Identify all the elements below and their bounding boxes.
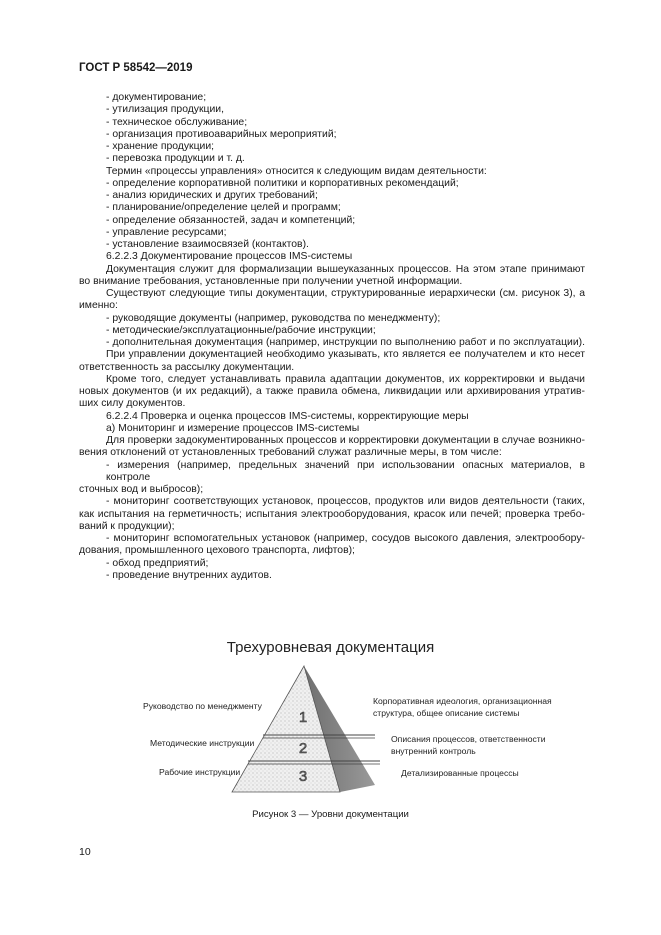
body-line: - мониторинг вспомогательных установок (например, сосудов высокого давления, электрообору- <box>106 533 585 544</box>
right-label-line: Корпоративная идеология, организационная <box>373 696 552 706</box>
body-line: новых документов (и их редакций), а также правила обмена, ликвидации или архивирования утратив- <box>79 386 585 397</box>
right-label-line: Детализированные процессы <box>401 768 519 778</box>
right-label-line: Описания процессов, ответственности <box>391 734 546 744</box>
body-line: - перевозка продукции и т. д. <box>106 153 245 165</box>
body-line: - мониторинг соответствующих установок, процессов, продуктов или видов деятельности (таких, <box>106 496 585 508</box>
body-line: именно: <box>79 300 118 312</box>
page-number: 10 <box>79 846 91 858</box>
body-line: во внимание требования, установленные при получении учетной информации. <box>79 275 463 287</box>
body-line: - определение обязанностей, задач и компетенций; <box>106 214 356 226</box>
body-line: - установление взаимосвязей (контактов). <box>106 239 309 250</box>
body-line: - анализ юридических и других требований; <box>106 190 318 201</box>
right-label-level-2 <box>391 733 546 757</box>
body-line: Существуют следующие типы документации, структурированные иерархически (см. рисунок 3), а <box>106 288 585 299</box>
level-number-1: 1 <box>298 709 308 726</box>
right-label-line: структура, общее описание системы <box>373 708 520 718</box>
body-line: - проведение внутренних аудитов. <box>106 569 272 581</box>
body-line: Термин «процессы управления» относится к следующим видам деятельности: <box>106 165 487 177</box>
left-label-level-2: Методические инструкции <box>150 738 255 748</box>
body-line: При управлении документацией необходимо указывать, кто является ее получателем и кто несет <box>106 349 585 361</box>
right-label-line: внутренний контроль <box>391 746 476 756</box>
body-line: вения отклонений от установленных требований служат различные меры, в том числе: <box>79 447 502 459</box>
body-line: - планирование/определение целей и программ; <box>106 202 341 214</box>
body-line: - хранение продукции; <box>106 141 215 152</box>
section-heading: 6.2.2.4 Проверка и оценка процессов IMS-системы, корректирующие меры <box>106 410 469 422</box>
right-label-level-3 <box>401 767 519 779</box>
body-line: ших силу документов. <box>79 398 186 410</box>
left-label-level-1: Руководство по менеджменту <box>143 701 262 711</box>
right-label-level-1 <box>373 695 552 719</box>
body-line: Для проверки задокументированных процессов и корректировки документации в случае возникно- <box>106 435 585 446</box>
body-line: - техническое обслуживание; <box>106 116 248 128</box>
body-line: - методические/эксплуатационные/рабочие инструкции; <box>106 324 376 336</box>
body-line: - управление ресурсами; <box>106 226 227 238</box>
body-line: сточных вод и выбросов); <box>79 484 204 495</box>
body-line: - документирование; <box>106 92 207 103</box>
body-line: дования, промышленного цехового транспорта, лифтов); <box>79 545 355 557</box>
body-line: Кроме того, следует устанавливать правила адаптации документов, их корректировки и выдачи <box>106 373 585 385</box>
figure-title: Трехуровневая документация <box>226 639 435 656</box>
body-line: - измерения (например, предельных значений при использовании опасных материалов, в контроле <box>106 459 585 483</box>
body-line: как испытания на герметичность; испытания электрооборудования, красок или печей; проверка требо- <box>79 508 585 520</box>
body-line: Документация служит для формализации вышеуказанных процессов. На этом этапе принимают <box>106 263 585 275</box>
body-line: - организация противоаварийных мероприятий; <box>106 128 337 140</box>
body-line: - дополнительная документация (например, инструкции по выполнению работ и по эксплуатации). <box>106 337 585 348</box>
subsection-heading: а) Мониторинг и измерение процессов IMS-системы <box>106 422 360 434</box>
left-label-level-3: Рабочие инструкции <box>159 767 241 777</box>
document-code: ГОСТ Р 58542—2019 <box>79 62 193 74</box>
level-number-2: 2 <box>298 740 308 757</box>
body-line: ответственность за рассылку документации. <box>79 361 295 373</box>
body-line: - утилизация продукции, <box>106 104 224 116</box>
body-line: - обход предприятий; <box>106 557 209 569</box>
body-line: - руководящие документы (например, руководства по менеджменту); <box>106 312 441 324</box>
body-line: - определение корпоративной политики и корпоративных рекомендаций; <box>106 177 459 189</box>
level-number-3: 3 <box>298 768 308 785</box>
section-heading: 6.2.2.3 Документирование процессов IMS-системы <box>106 251 353 263</box>
figure-caption: Рисунок 3 — Уровни документации <box>252 809 409 820</box>
body-line: ваний к продукции); <box>79 520 175 532</box>
